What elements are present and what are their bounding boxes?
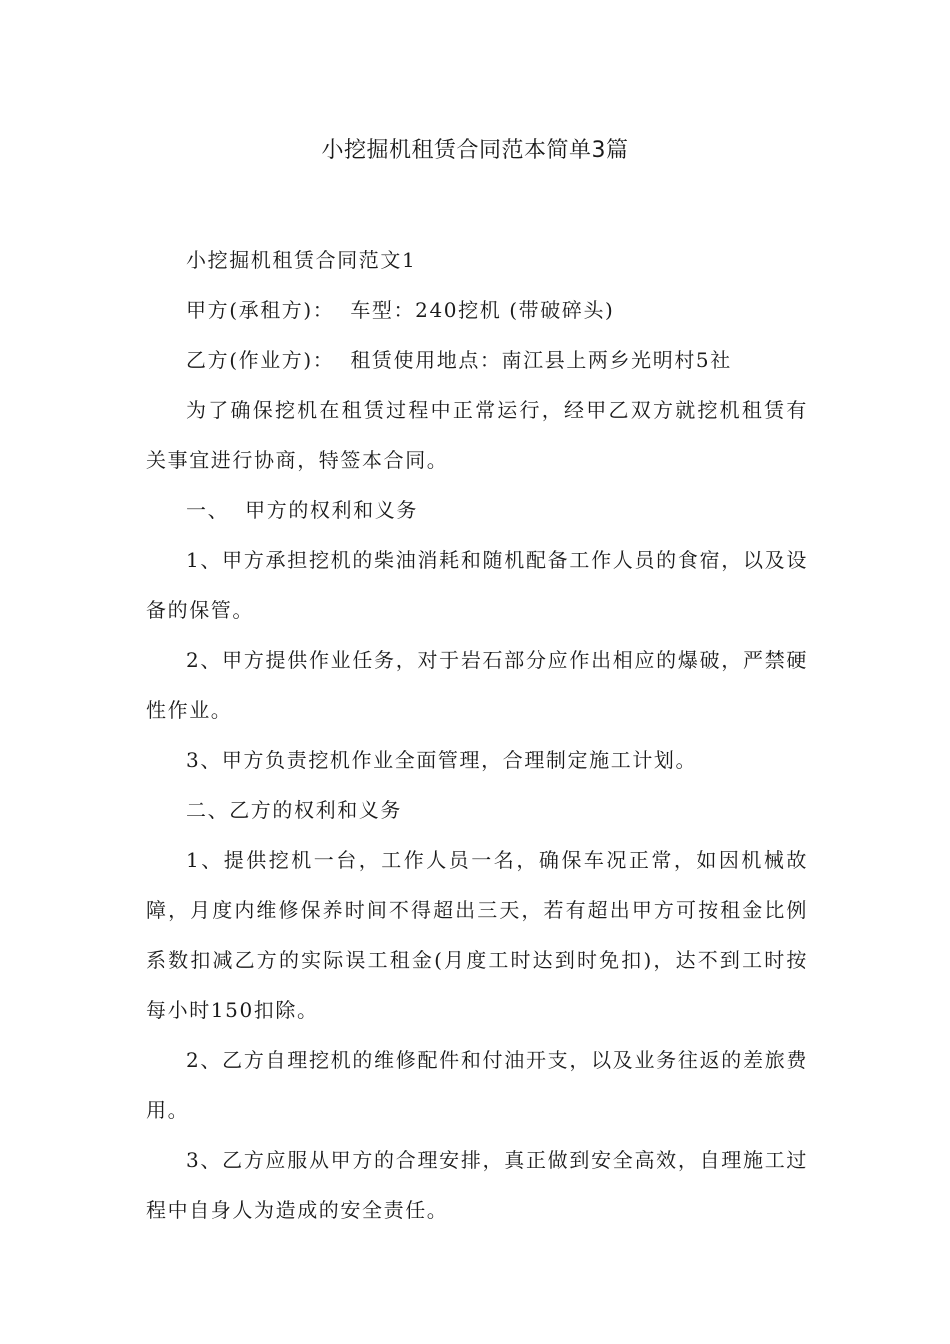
section-heading-party-a: 一、 甲方的权利和义务	[186, 498, 418, 522]
party-a-clause-3: 3、甲方负责挖机作业全面管理，合理制定施工计划。	[186, 748, 698, 772]
party-b-line: 乙方(作业方)： 租赁使用地点：南江县上两乡光明村5社	[186, 348, 732, 372]
party-a-clause-2: 2、甲方提供作业任务，对于岩石部分应作出相应的爆破，严禁硬性作业。	[146, 648, 808, 722]
document-title: 小挖掘机租赁合同范本简单3篇	[321, 138, 629, 163]
contract-subtitle: 小挖掘机租赁合同范文1	[186, 248, 417, 272]
party-b-clause-2: 2、乙方自理挖机的维修配件和付油开支，以及业务往返的差旅费用。	[146, 1048, 808, 1122]
party-a-clause-1: 1、甲方承担挖机的柴油消耗和随机配备工作人员的食宿，以及设备的保管。	[146, 548, 808, 622]
party-b-clause-3: 3、乙方应服从甲方的合理安排，真正做到安全高效，自理施工过程中自身人为造成的安全责任。	[146, 1148, 808, 1222]
party-b-clause-1: 1、提供挖机一台，工作人员一名，确保车况正常，如因机械故障，月度内维修保养时间不得超出三天，若有超出甲方可按租金比例系数扣减乙方的实际误工租金(月度工时达到时免扣)，达不到工时按每小时150扣除。	[146, 848, 808, 1022]
section-heading-party-b: 二、乙方的权利和义务	[186, 798, 402, 822]
party-a-line: 甲方(承租方)： 车型：240挖机 (带破碎头)	[186, 298, 615, 322]
intro-paragraph: 为了确保挖机在租赁过程中正常运行，经甲乙双方就挖机租赁有关事宜进行协商，特签本合同。	[146, 398, 808, 472]
document-body	[146, 235, 808, 1235]
